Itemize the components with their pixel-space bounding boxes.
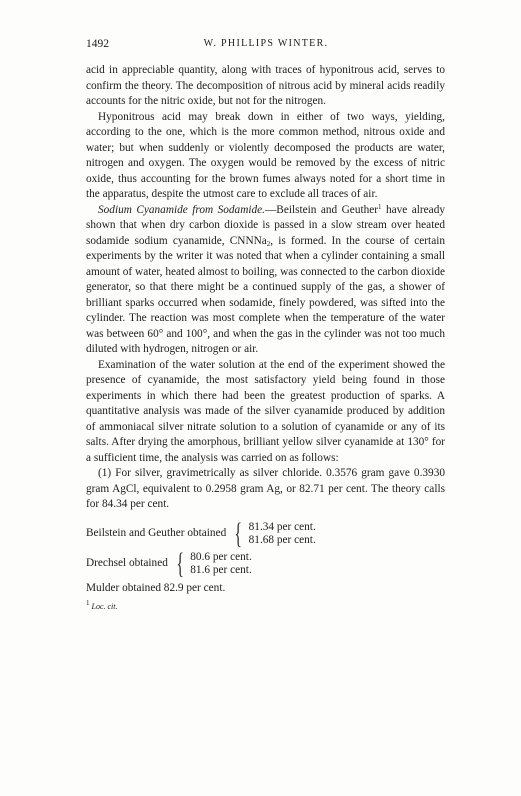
footnote-reference: 1 <box>378 202 382 211</box>
paragraph-3-text-b: have already shown that when dry carbon dioxide is passed in a slow stream over heated sodamide sodium cyanamide, CNNNa <box>86 203 445 247</box>
paragraph-3-text-c: , is formed. In the course of certain experiments by the writer it was noted that when a cylinder containing a small amount of water, heated almost to boiling, was connected to the carbon dioxide generator, so that there might be a continued supply of the gas, a shower of brilliant sparks occurred when sodamide, finely powdered, was sifted into the cylinder. The reaction was most complete when the temperature of the water was between 60° and 100°, and when the gas in the cylinder was not too much diluted with hydrogen, nitrogen or air. <box>86 234 445 355</box>
result-value: 80.6 per cent. <box>190 550 252 563</box>
running-head: W. PHILLIPS WINTER. <box>203 38 329 49</box>
result-value: 81.68 per cent. <box>248 533 316 546</box>
body-text <box>86 63 445 614</box>
result-row <box>86 546 445 580</box>
paragraph-4: Examination of the water solution at the end of the experiment showed the presence of cyanamide, the most satisfactory yield being found in those experiments in which there had been the greatest production of sparks. A quantitative analysis was made of the silver cyanamide produced by addition of ammoniacal silver nitrate solution to a solution of cyanamide or any of its salts. After drying the amorphous, brilliant yellow silver cyanamide at 130° for a sufficient time, the analysis was carried on as follows: <box>86 358 445 464</box>
paragraph-5: (1) For silver, gravimetrically as silver chloride. 0.3576 gram gave 0.3930 gram AgCl, equivalent to 0.2958 gram Ag, or 82.71 per cent. The theory calls for 84.34 per cent. <box>86 467 445 510</box>
section-heading: Sodium Cyanamide from Sodamide. <box>98 203 265 216</box>
footnote-mark: 1 <box>86 598 90 607</box>
results-list <box>86 516 445 596</box>
formula-subscript: 2 <box>266 239 271 248</box>
footnote <box>86 599 445 615</box>
page-header <box>86 38 446 54</box>
paragraph-2: Hyponitrous acid may break down in either of two ways, yielding, according to the one, which is the more common method, nitrous oxide and water; but when suddenly or violently decomposed the products are water, nitrogen and oxygen. The oxygen would be removed by the excess of nitric oxide, thus accounting for the brown fumes always noted for a short time in the apparatus, despite the utmost care to exclude all traces of air. <box>86 110 445 200</box>
paragraph-1: acid in appreciable quantity, along with traces of hyponitrous acid, serves to confirm the theory. The decomposition of nitrous acid by mineral acids readily accounts for the nitric oxide, but not for the nitrogen. <box>86 64 445 107</box>
paragraph-3-text-a: —Beilstein and Geuther <box>264 203 379 216</box>
mulder-result: Mulder obtained 82.9 per cent. <box>86 581 226 594</box>
paragraph-3 <box>86 203 445 358</box>
result-value: 81.6 per cent. <box>190 563 252 576</box>
result-value: 81.34 per cent. <box>248 520 316 533</box>
result-row <box>86 516 445 550</box>
left-brace: { <box>176 546 185 580</box>
result-values <box>249 521 316 547</box>
left-brace: { <box>234 516 243 550</box>
result-label: Beilstein and Geuther obtained <box>86 526 227 539</box>
result-label: Drechsel obtained <box>86 556 168 569</box>
page-number: 1492 <box>86 38 109 50</box>
result-values <box>190 551 251 577</box>
footnote-text: Loc. cit. <box>91 601 118 611</box>
